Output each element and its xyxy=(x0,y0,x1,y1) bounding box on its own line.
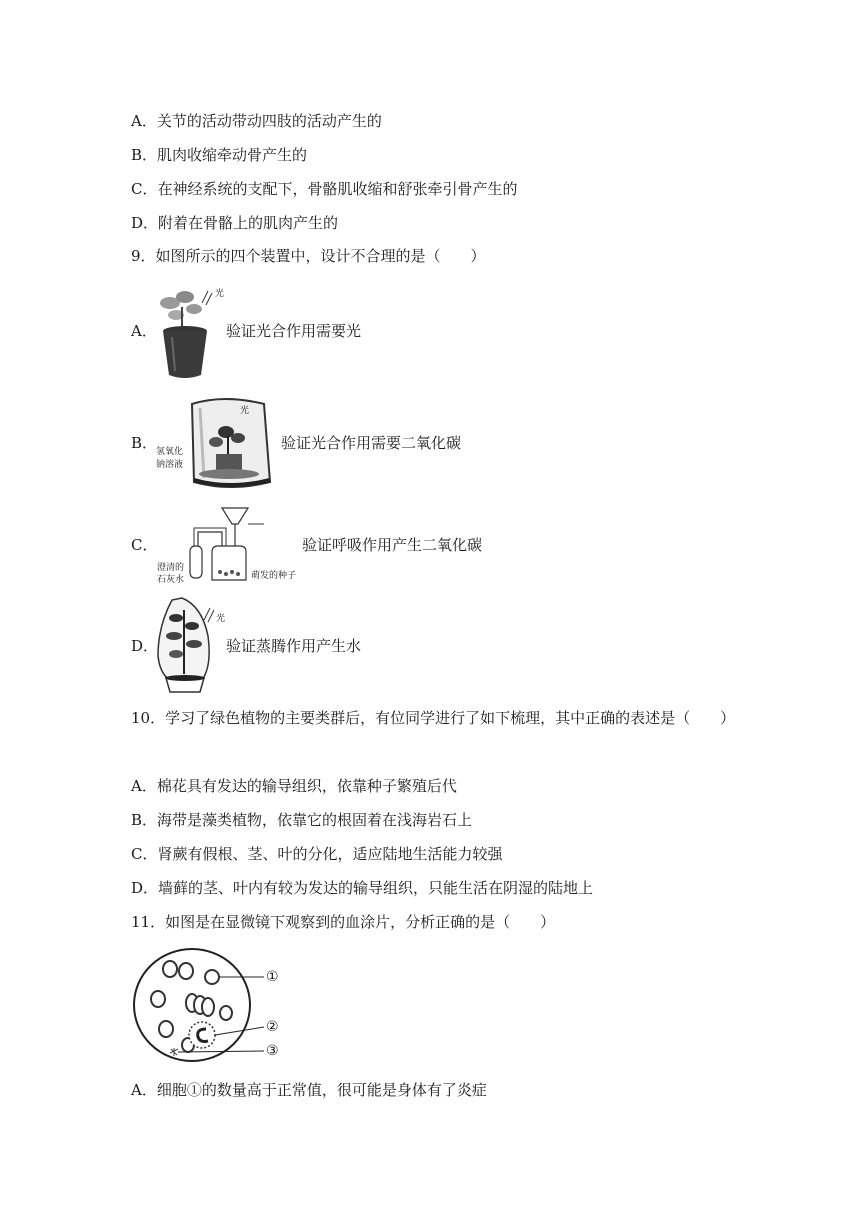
bagged-plant-figure xyxy=(152,596,224,696)
q9-option-c-label: C． xyxy=(131,536,158,554)
q10-stem: 10．学习了绿色植物的主要类群后，有位同学进行了如下梳理，其中正确的表述是（ ） xyxy=(131,709,736,727)
sodium-hydroxide-label-line1: 氢氧化 xyxy=(156,447,184,457)
q10-option-c: C．肾蕨有假根、茎、叶的分化，适应陆地生活能力较强 xyxy=(131,845,503,863)
q9-option-c-text: 验证呼吸作用产生二氧化碳 xyxy=(302,536,483,554)
q8-option-a: A．关节的活动带动四肢的活动产生的 xyxy=(131,112,382,130)
q9-stem: 9．如图所示的四个装置中，设计不合理的是（ ） xyxy=(131,247,486,265)
q9-option-a-label: A． xyxy=(131,322,157,340)
red-blood-cell-marker: ① xyxy=(266,969,279,985)
white-blood-cell-marker: ② xyxy=(266,1019,279,1035)
germinating-seeds-label: 萌发的种子 xyxy=(251,571,297,581)
q10-option-a: A．棉花具有发达的输导组织，依靠种子繁殖后代 xyxy=(131,777,457,795)
limewater-label-line2: 石灰水 xyxy=(157,575,185,585)
q10-option-d: D．墙藓的茎、叶内有较为发达的输导组织，只能生活在阴湿的陆地上 xyxy=(131,879,594,897)
q9-option-b-text: 验证光合作用需要二氧化碳 xyxy=(281,434,462,452)
q10-option-b: B．海带是藻类植物，依靠它的根固着在浅海岩石上 xyxy=(131,811,473,829)
q9-option-b-label: B． xyxy=(131,434,158,452)
q8-option-b: B．肌肉收缩牵动骨产生的 xyxy=(131,146,308,164)
light-label: 光 xyxy=(215,289,225,299)
q9-option-d-label: D． xyxy=(131,637,159,655)
platelet-marker: ③ xyxy=(266,1043,279,1059)
q8-option-c: C．在神经系统的支配下，骨骼肌收缩和舒张牵引骨产生的 xyxy=(131,180,518,198)
light-label: 光 xyxy=(240,406,250,416)
q8-option-d: D．附着在骨骼上的肌肉产生的 xyxy=(131,214,339,232)
q11-stem: 11．如图是在显微镜下观察到的血涂片，分析正确的是（ ） xyxy=(131,913,556,931)
potted-plant-figure xyxy=(152,285,225,383)
sodium-hydroxide-label-line2: 钠溶液 xyxy=(156,460,184,470)
q9-option-a-text: 验证光合作用需要光 xyxy=(226,322,362,340)
q11-option-a: A．细胞①的数量高于正常值，很可能是身体有了炎症 xyxy=(131,1081,487,1099)
light-label: 光 xyxy=(216,614,226,624)
q9-option-d-text: 验证蒸腾作用产生水 xyxy=(226,637,362,655)
limewater-label-line1: 澄清的 xyxy=(157,563,185,573)
